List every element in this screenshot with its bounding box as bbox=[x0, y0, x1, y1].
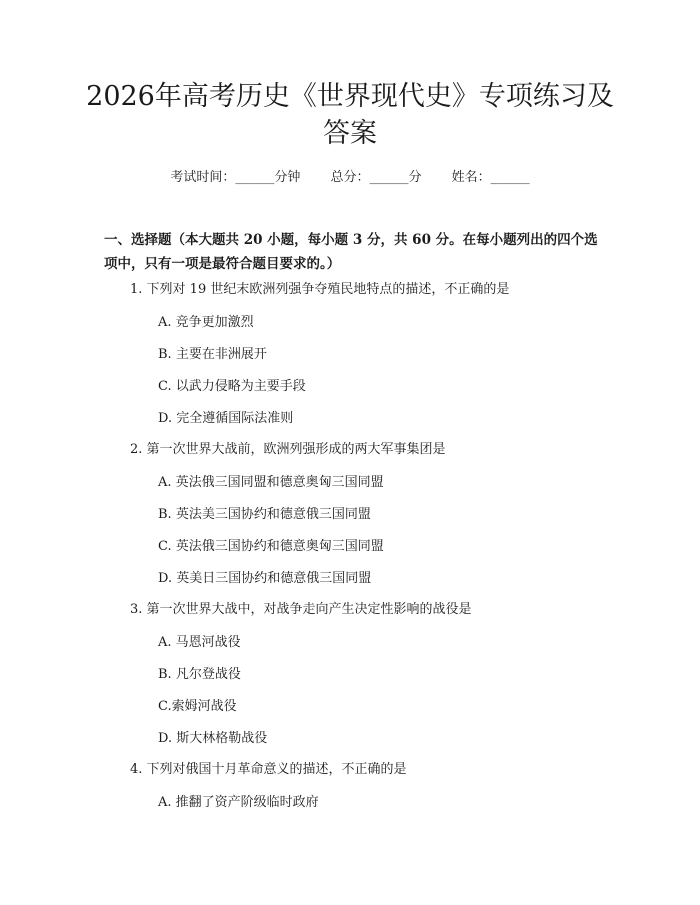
question-3-stem: 3. 第一次世界大战中，对战争走向产生决定性影响的战役是 bbox=[130, 602, 472, 617]
section-heading bbox=[104, 228, 644, 276]
question-2-stem: 2. 第一次世界大战前，欧洲列强形成的两大军事集团是 bbox=[130, 442, 446, 457]
question-1-option-a: A. 竞争更加激烈 bbox=[158, 315, 254, 330]
title-line-1: 2026年高考历史《世界现代史》专项练习及 bbox=[86, 81, 614, 112]
question-1-option-c: C. 以武力侵略为主要手段 bbox=[158, 379, 306, 394]
total-score-field: 总分：______分 bbox=[330, 170, 422, 185]
question-1-stem: 1. 下列对 19 世纪末欧洲列强争夺殖民地特点的描述，不正确的是 bbox=[130, 282, 510, 297]
question-4-option-a: A. 推翻了资产阶级临时政府 bbox=[158, 795, 319, 810]
question-3-option-a: A. 马恩河战役 bbox=[158, 635, 241, 650]
question-2-option-c: C. 英法俄三国协约和德意奥匈三国同盟 bbox=[158, 539, 384, 554]
name-field: 姓名：______ bbox=[451, 170, 530, 185]
document-title bbox=[60, 78, 640, 152]
question-2-option-b: B. 英法美三国协约和德意俄三国同盟 bbox=[158, 507, 371, 522]
question-4-stem: 4. 下列对俄国十月革命意义的描述，不正确的是 bbox=[130, 762, 407, 777]
question-3-option-b: B. 凡尔登战役 bbox=[158, 667, 241, 682]
section-heading-line-2: 项中，只有一项是最符合题目要求的。） bbox=[104, 256, 341, 272]
title-line-2: 答案 bbox=[323, 118, 377, 149]
section-heading-line-1: 一、选择题（本大题共 20 小题，每小题 3 分，共 60 分。在每小题列出的四个选 bbox=[104, 232, 598, 248]
question-2-option-d: D. 英美日三国协约和德意俄三国同盟 bbox=[158, 571, 372, 586]
exam-info-row bbox=[0, 168, 700, 188]
question-3-option-c: C.索姆河战役 bbox=[158, 699, 237, 714]
exam-time-field: 考试时间：______分钟 bbox=[170, 170, 301, 185]
question-2-option-a: A. 英法俄三国同盟和德意奥匈三国同盟 bbox=[158, 475, 384, 490]
question-1-option-b: B. 主要在非洲展开 bbox=[158, 347, 267, 362]
question-3-option-d: D. 斯大林格勒战役 bbox=[158, 731, 268, 746]
question-1-option-d: D. 完全遵循国际法准则 bbox=[158, 411, 294, 426]
